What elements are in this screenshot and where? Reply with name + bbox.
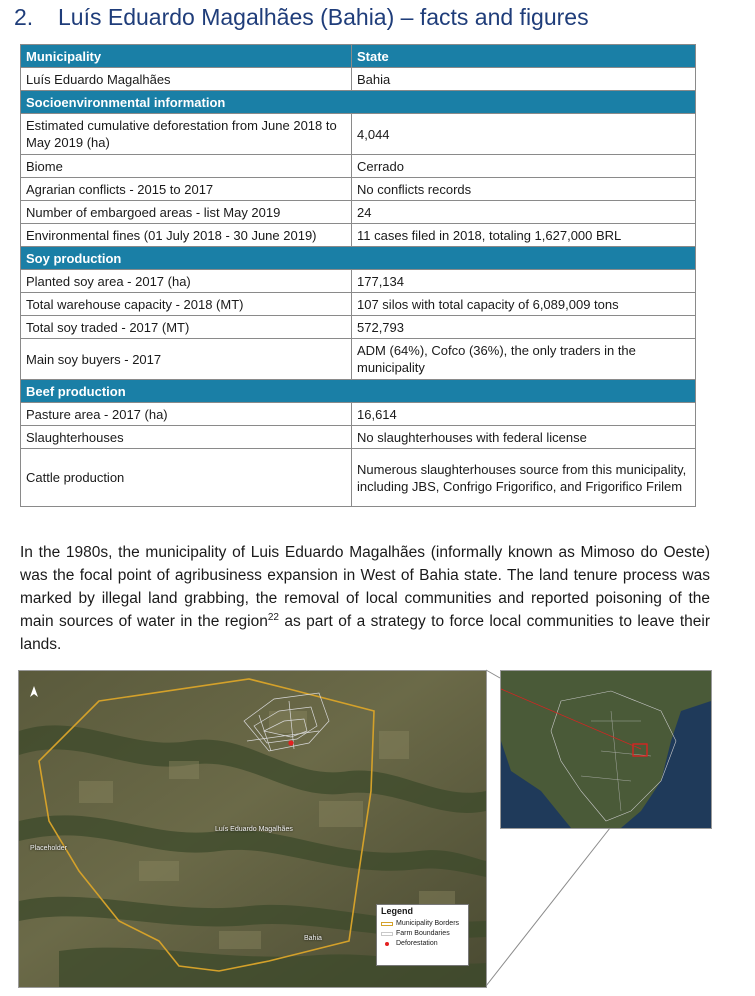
table-row <box>21 316 696 339</box>
facts-table <box>20 44 696 507</box>
footnote-ref: 22 <box>267 611 279 623</box>
row-label: Slaughterhouses <box>21 426 352 449</box>
map-legend <box>376 904 469 966</box>
legend-title: Legend <box>381 906 414 916</box>
section-row-soy <box>21 247 696 270</box>
brazil-inset-map <box>500 670 712 829</box>
section-title: Luís Eduardo Magalhães (Bahia) – facts and figures <box>58 4 589 30</box>
row-value: 4,044 <box>352 114 696 155</box>
row-label: Total soy traded - 2017 (MT) <box>21 316 352 339</box>
row-label: Number of embargoed areas - list May 2019 <box>21 201 352 224</box>
row-value: 177,134 <box>352 270 696 293</box>
table-row <box>21 339 696 380</box>
header-state: State <box>352 45 696 68</box>
table-row <box>21 449 696 507</box>
row-value: Cerrado <box>352 155 696 178</box>
row-value: Bahia <box>352 68 696 91</box>
row-label: Environmental fines (01 July 2018 - 30 June 2019) <box>21 224 352 247</box>
border-swatch-icon <box>381 922 393 926</box>
row-label: Planted soy area - 2017 (ha) <box>21 270 352 293</box>
row-value: Numerous slaughterhouses source from this municipality, including JBS, Confrigo Frigorifico, and Frigorifico Frilem <box>352 449 696 507</box>
place-label-left: Placeholder <box>30 845 67 852</box>
legend-item <box>381 939 464 948</box>
deforestation-marker <box>288 740 293 745</box>
table-row <box>21 426 696 449</box>
row-label: Estimated cumulative deforestation from June 2018 to May 2019 (ha) <box>21 114 352 155</box>
row-label: Biome <box>21 155 352 178</box>
row-value: No slaughterhouses with federal license <box>352 426 696 449</box>
section-heading <box>14 4 589 31</box>
table-row <box>21 403 696 426</box>
section-title-soy: Soy production <box>21 247 696 270</box>
legend-label: Municipality Borders <box>396 920 460 927</box>
section-number: 2. <box>14 4 34 30</box>
legend-item <box>381 929 464 938</box>
body-paragraph <box>20 541 710 656</box>
paragraph-text-after: as part of a strategy to force local communities to leave their lands. <box>20 613 711 653</box>
row-label: Luís Eduardo Magalhães <box>21 68 352 91</box>
row-value: No conflicts records <box>352 178 696 201</box>
paragraph-text-before: In the 1980s, the municipality of Luis Eduardo Magalhães (informally known as Mimoso do Oeste) was the focal point of agribusiness expansion in West of Bahia state. The land tenure process was marked by illegal land grabbing, the removal of local communities and reported poisoning of the main sources of water in the region <box>20 544 710 630</box>
legend-item <box>381 919 464 928</box>
row-value: ADM (64%), Cofco (36%), the only traders in the municipality <box>352 339 696 380</box>
row-label: Cattle production <box>21 449 352 507</box>
table-row <box>21 224 696 247</box>
row-value: 24 <box>352 201 696 224</box>
section-row-socio <box>21 91 696 114</box>
section-row-beef <box>21 380 696 403</box>
north-arrow-icon <box>30 686 38 697</box>
row-value: 107 silos with total capacity of 6,089,009 tons <box>352 293 696 316</box>
table-row <box>21 114 696 155</box>
section-title-socio: Socioenvironmental information <box>21 91 696 114</box>
table-row <box>21 178 696 201</box>
row-value: 11 cases filed in 2018, totaling 1,627,000 BRL <box>352 224 696 247</box>
municipality-map-label: Luís Eduardo Magalhães <box>215 826 293 833</box>
farm-swatch-icon <box>381 932 393 936</box>
row-value: 16,614 <box>352 403 696 426</box>
row-label: Agrarian conflicts - 2015 to 2017 <box>21 178 352 201</box>
row-label: Total warehouse capacity - 2018 (MT) <box>21 293 352 316</box>
row-label: Main soy buyers - 2017 <box>21 339 352 380</box>
table-row <box>21 270 696 293</box>
table-row <box>21 201 696 224</box>
legend-label: Deforestation <box>396 940 438 947</box>
table-row <box>21 68 696 91</box>
table-row <box>21 155 696 178</box>
place-label-bottom: Bahia <box>304 935 322 942</box>
row-label: Pasture area - 2017 (ha) <box>21 403 352 426</box>
deforestation-dot-icon <box>385 942 389 946</box>
table-row <box>21 293 696 316</box>
section-title-beef: Beef production <box>21 380 696 403</box>
table-header-row <box>21 45 696 68</box>
header-municipality: Municipality <box>21 45 352 68</box>
row-value: 572,793 <box>352 316 696 339</box>
legend-label: Farm Boundaries <box>396 930 450 937</box>
